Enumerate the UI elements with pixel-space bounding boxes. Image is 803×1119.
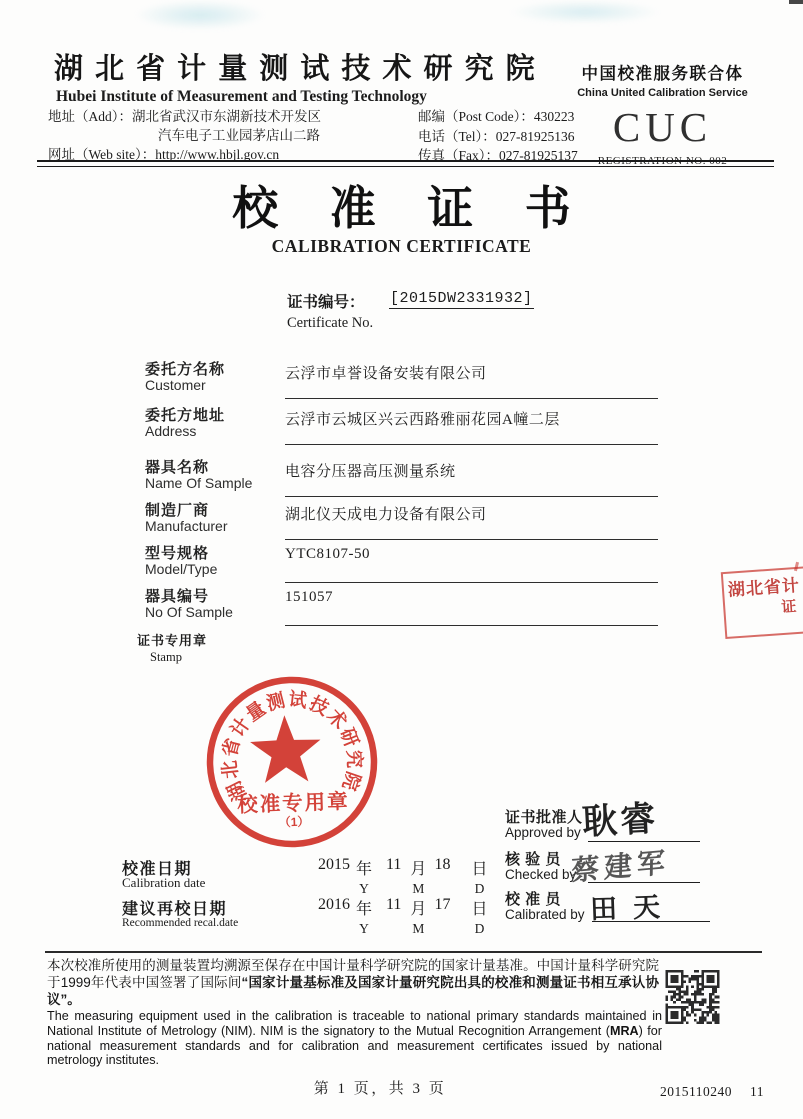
approved-by-label-en: Approved by xyxy=(505,825,581,840)
seal-ring-text: 湖北省计量测试技术研究院 xyxy=(219,689,365,804)
stamp-label-cn: 证书专用章 xyxy=(137,633,208,648)
field-value: YTC8107-50 xyxy=(285,544,658,583)
field-value: 湖北仪天成电力设备有限公司 xyxy=(285,501,658,540)
stamp-label-en: Stamp xyxy=(150,650,182,664)
notice-cn-bold: “国家计量基标准及国家计量研究院出具的校准和测量证书相互承认协议”。 xyxy=(47,975,659,1007)
field-row-address xyxy=(145,404,658,446)
date-year: 2016 xyxy=(318,896,350,913)
month-letter: M xyxy=(412,921,425,936)
footer-divider xyxy=(45,951,762,953)
official-seal xyxy=(201,671,383,853)
address-value-1: 湖北省武汉市东湖新技术开发区 xyxy=(132,109,321,124)
field-label-en: Address xyxy=(145,423,197,439)
scan-corner-mark xyxy=(789,0,803,4)
contact-block-left xyxy=(48,107,388,164)
seal-caption: 校准专用章 xyxy=(236,790,351,817)
website-value: http://www.hbjl.gov.cn xyxy=(155,147,280,162)
recal-date-label-en: Recommended recal.date xyxy=(122,917,239,929)
side-stamp-text-2: 证 xyxy=(780,598,797,617)
calibrated-by-label-en: Calibrated by xyxy=(505,907,585,922)
document-number xyxy=(660,1084,764,1100)
field-row-sample-no xyxy=(145,585,658,627)
cuc-block xyxy=(560,60,765,167)
date-month: 11 xyxy=(386,856,402,873)
fax-label: 传真（Fax）： xyxy=(418,148,499,163)
checked-by-label-en: Checked by xyxy=(505,867,577,882)
certificate-number-block xyxy=(287,290,533,332)
cuc-registration: REGISTRATION NO. 002 xyxy=(597,155,728,167)
calibration-date-value xyxy=(318,856,487,897)
day-letter: D xyxy=(474,881,485,896)
date-day: 17 xyxy=(434,896,451,913)
notice-en-bold: MRA xyxy=(609,1023,639,1038)
recal-date-row xyxy=(122,896,552,938)
field-label-en: Name Of Sample xyxy=(145,475,253,491)
cuc-logo: CUC xyxy=(612,104,713,150)
page-title-cn: 校 准 证 书 xyxy=(232,183,591,234)
field-value: 云浮市卓誉设备安装有限公司 xyxy=(285,360,658,399)
website-label: 网址（Web site）： xyxy=(48,147,156,162)
approved-by-label-cn: 证书批准人 xyxy=(505,809,583,826)
field-label-en: Customer xyxy=(145,377,206,393)
side-stamp-text-1: 湖北省计 xyxy=(727,575,801,600)
field-row-model-type xyxy=(145,542,658,584)
page-number: 第 1 页，共 3 页 xyxy=(313,1081,447,1097)
field-label-en: No Of Sample xyxy=(145,604,233,620)
traceability-notice-en xyxy=(47,1009,662,1068)
doc-no-suffix: 11 xyxy=(750,1084,764,1099)
field-label-cn: 器具名称 xyxy=(145,459,210,476)
calibration-date-row xyxy=(122,856,552,898)
tel-value: 027-81925136 xyxy=(495,128,575,144)
seal-number: （1） xyxy=(278,814,310,830)
notice-cn-text: 本次校准所使用的测量装置均溯源至保存在中国计量科学研究院的国家计量基准。中国计量科学研究院于1999年代表中国签署了国际间 xyxy=(47,958,659,990)
side-stamp xyxy=(721,566,803,639)
calibration-date-label-en: Calibration date xyxy=(122,875,206,890)
field-row-manufacturer xyxy=(145,499,658,541)
field-label-cn: 型号规格 xyxy=(145,545,210,562)
recal-date-label-cn: 建议再校日期 xyxy=(122,901,228,918)
address-line xyxy=(48,107,388,126)
qr-code xyxy=(664,970,721,1024)
doc-no-main: 2015110240 xyxy=(660,1084,732,1099)
month-letter: M xyxy=(412,881,425,896)
notice-en-text-2: ) for national measurement standards and for calibration and measurement certificates issued by national metrology institutes. xyxy=(47,1023,662,1068)
day-letter: D xyxy=(474,921,485,936)
fax-value: 027-81925137 xyxy=(499,148,578,163)
page-title-en: CALIBRATION CERTIFICATE xyxy=(271,236,532,256)
checked-by-signature: 蔡建军 xyxy=(570,847,671,888)
postcode-value: 430223 xyxy=(533,109,575,124)
year-unit: 年 xyxy=(356,901,373,918)
field-label-en: Model/Type xyxy=(145,561,218,577)
address-value-2: 汽车电子工业园茅店山二路 xyxy=(158,128,320,143)
calibrated-by-signature: 田天 xyxy=(589,891,677,925)
date-month: 11 xyxy=(386,896,402,913)
field-value: 151057 xyxy=(285,587,658,626)
year-unit: 年 xyxy=(356,861,373,878)
month-unit: 月 xyxy=(410,861,427,878)
calibrated-by-label-cn: 校 准 员 xyxy=(505,891,561,908)
recal-date-value xyxy=(318,896,487,937)
approved-by-signature: 耿睿 xyxy=(581,799,660,842)
field-value: 电容分压器高压测量系统 xyxy=(285,458,658,497)
calibration-date-label-cn: 校准日期 xyxy=(122,861,193,878)
scan-smudge xyxy=(510,0,660,24)
certificate-number-label-en: Certificate No. xyxy=(287,315,374,331)
header-divider xyxy=(37,160,774,167)
field-label-cn: 制造厂商 xyxy=(145,502,210,519)
date-year: 2015 xyxy=(318,856,350,873)
field-value: 云浮市云城区兴云西路雅丽花园A幢二层 xyxy=(285,406,658,445)
cuc-name-en: China United Calibration Service xyxy=(577,87,748,99)
year-letter: Y xyxy=(359,921,369,936)
certificate-number-label-cn: 证书编号： xyxy=(287,294,365,311)
field-label-cn: 委托方地址 xyxy=(145,407,226,424)
cuc-name-cn: 中国校准服务联合体 xyxy=(581,65,744,83)
date-day: 18 xyxy=(434,856,451,873)
certificate-number-value: [2015DW2331932] xyxy=(390,290,533,307)
field-label-en: Manufacturer xyxy=(145,518,228,534)
field-row-customer xyxy=(145,358,658,400)
traceability-notice-cn xyxy=(47,957,659,1008)
institute-name-cn: 湖 北 省 计 量 测 试 技 术 研 究 院 xyxy=(54,53,537,85)
year-letter: Y xyxy=(359,881,369,896)
address-label: 地址（Add）： xyxy=(48,109,132,124)
field-row-sample-name xyxy=(145,456,658,498)
institute-name-en: Hubei Institute of Measurement and Testing Technology xyxy=(56,88,427,105)
month-unit: 月 xyxy=(410,901,427,918)
checked-by-label-cn: 核 验 员 xyxy=(505,851,561,868)
field-label-cn: 委托方名称 xyxy=(145,361,226,378)
postcode-label: 邮编（Post Code）： xyxy=(418,109,534,124)
field-label-cn: 器具编号 xyxy=(145,588,210,605)
notice-en-text: The measuring equipment used in the calibration is traceable to national primary standards maintained in National Institute of Metrology (NIM). NIM is the signatory to the Mutual Recognition Arrangement ( xyxy=(47,1009,662,1038)
scan-smudge xyxy=(135,0,265,30)
day-unit: 日 xyxy=(471,861,488,878)
day-unit: 日 xyxy=(471,901,488,918)
tel-label: 电话（Tel）： xyxy=(418,128,496,144)
seal-star-icon xyxy=(249,714,322,783)
